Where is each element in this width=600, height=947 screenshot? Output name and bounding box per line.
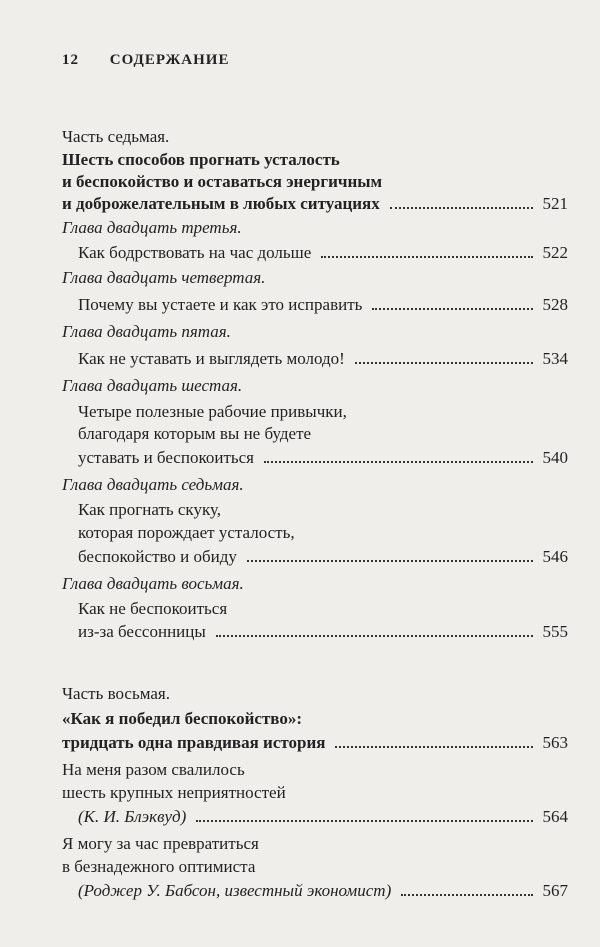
chapter-label: Глава двадцать пятая. xyxy=(62,322,231,341)
page-ref: 555 xyxy=(542,622,568,641)
story-author: (К. И. Блэквуд) xyxy=(78,807,187,826)
page-ref: 564 xyxy=(542,807,568,826)
part-title-line: «Как я победил беспокойство»: xyxy=(62,709,303,728)
toc-entry[interactable] xyxy=(78,807,568,827)
page-ref: 546 xyxy=(542,547,568,566)
chapter-title: уставать и беспокоиться xyxy=(78,448,254,467)
leader-dots xyxy=(264,461,533,463)
chapter-title: Четыре полезные рабочие привычки, xyxy=(78,402,347,421)
leader-dots xyxy=(390,207,533,209)
leader-dots xyxy=(247,560,533,562)
chapter-title: которая порождает усталость, xyxy=(78,523,295,542)
chapter-title: из-за бессонницы xyxy=(78,622,206,641)
page-ref: 528 xyxy=(542,295,568,314)
leader-dots xyxy=(216,635,533,637)
chapter-label: Глава двадцать восьмая. xyxy=(62,574,244,593)
story-title: в безнадежного оптимиста xyxy=(62,857,256,876)
toc-entry[interactable] xyxy=(78,547,568,567)
toc-entry[interactable] xyxy=(78,349,568,369)
page-ref: 540 xyxy=(542,448,568,467)
chapter-title: беспокойство и обиду xyxy=(78,547,237,566)
story-title: На меня разом свалилось xyxy=(62,760,245,779)
chapter-label: Глава двадцать шестая. xyxy=(62,376,243,395)
toc-entry[interactable] xyxy=(62,733,568,753)
story-title: Я могу за час превратиться xyxy=(62,834,259,853)
chapter-label: Глава двадцать седьмая. xyxy=(62,475,244,494)
page-title: СОДЕРЖАНИЕ xyxy=(109,52,230,68)
chapter-title: Как прогнать скуку, xyxy=(78,500,222,519)
part-title-line: и беспокойство и оставаться энергичным xyxy=(62,172,383,191)
part-label: Часть седьмая. xyxy=(62,127,170,146)
chapter-title: Как не уставать и выглядеть молодо! xyxy=(78,349,345,368)
chapter-title: Как бодрствовать на час дольше xyxy=(78,243,312,262)
toc-entry[interactable] xyxy=(78,622,568,642)
part-title-line: и доброжелательным в любых ситуациях xyxy=(62,194,380,213)
chapter-title: Почему вы устаете и как это исправить xyxy=(78,295,363,314)
toc-entry[interactable] xyxy=(78,881,568,901)
chapter-label: Глава двадцать третья. xyxy=(62,218,242,237)
chapter-label: Глава двадцать четвертая. xyxy=(62,268,266,287)
toc-entry[interactable] xyxy=(78,295,568,315)
leader-dots xyxy=(372,308,532,310)
story-title: шесть крупных неприятностей xyxy=(62,783,286,802)
page-number: 12 xyxy=(62,52,79,68)
part-title-line: Шесть способов прогнать усталость xyxy=(62,150,340,169)
toc-entry[interactable] xyxy=(78,448,568,468)
part-title-line: тридцать одна правдивая история xyxy=(62,733,326,752)
leader-dots xyxy=(196,820,532,822)
leader-dots xyxy=(321,256,532,258)
toc-entry[interactable] xyxy=(78,243,568,263)
page-ref: 563 xyxy=(542,733,568,752)
page-ref: 522 xyxy=(542,243,568,262)
chapter-title: Как не беспокоиться xyxy=(78,599,228,618)
leader-dots xyxy=(355,362,533,364)
leader-dots xyxy=(335,746,532,748)
leader-dots xyxy=(401,894,532,896)
page-ref: 567 xyxy=(542,881,568,900)
toc-entry[interactable] xyxy=(62,194,568,214)
part-label: Часть восьмая. xyxy=(62,684,170,703)
page-header xyxy=(62,52,229,69)
page-ref: 534 xyxy=(542,349,568,368)
page-ref: 521 xyxy=(542,194,568,213)
story-author: (Роджер У. Бабсон, известный экономист) xyxy=(78,881,392,900)
chapter-title: благодаря которым вы не будете xyxy=(78,424,312,443)
